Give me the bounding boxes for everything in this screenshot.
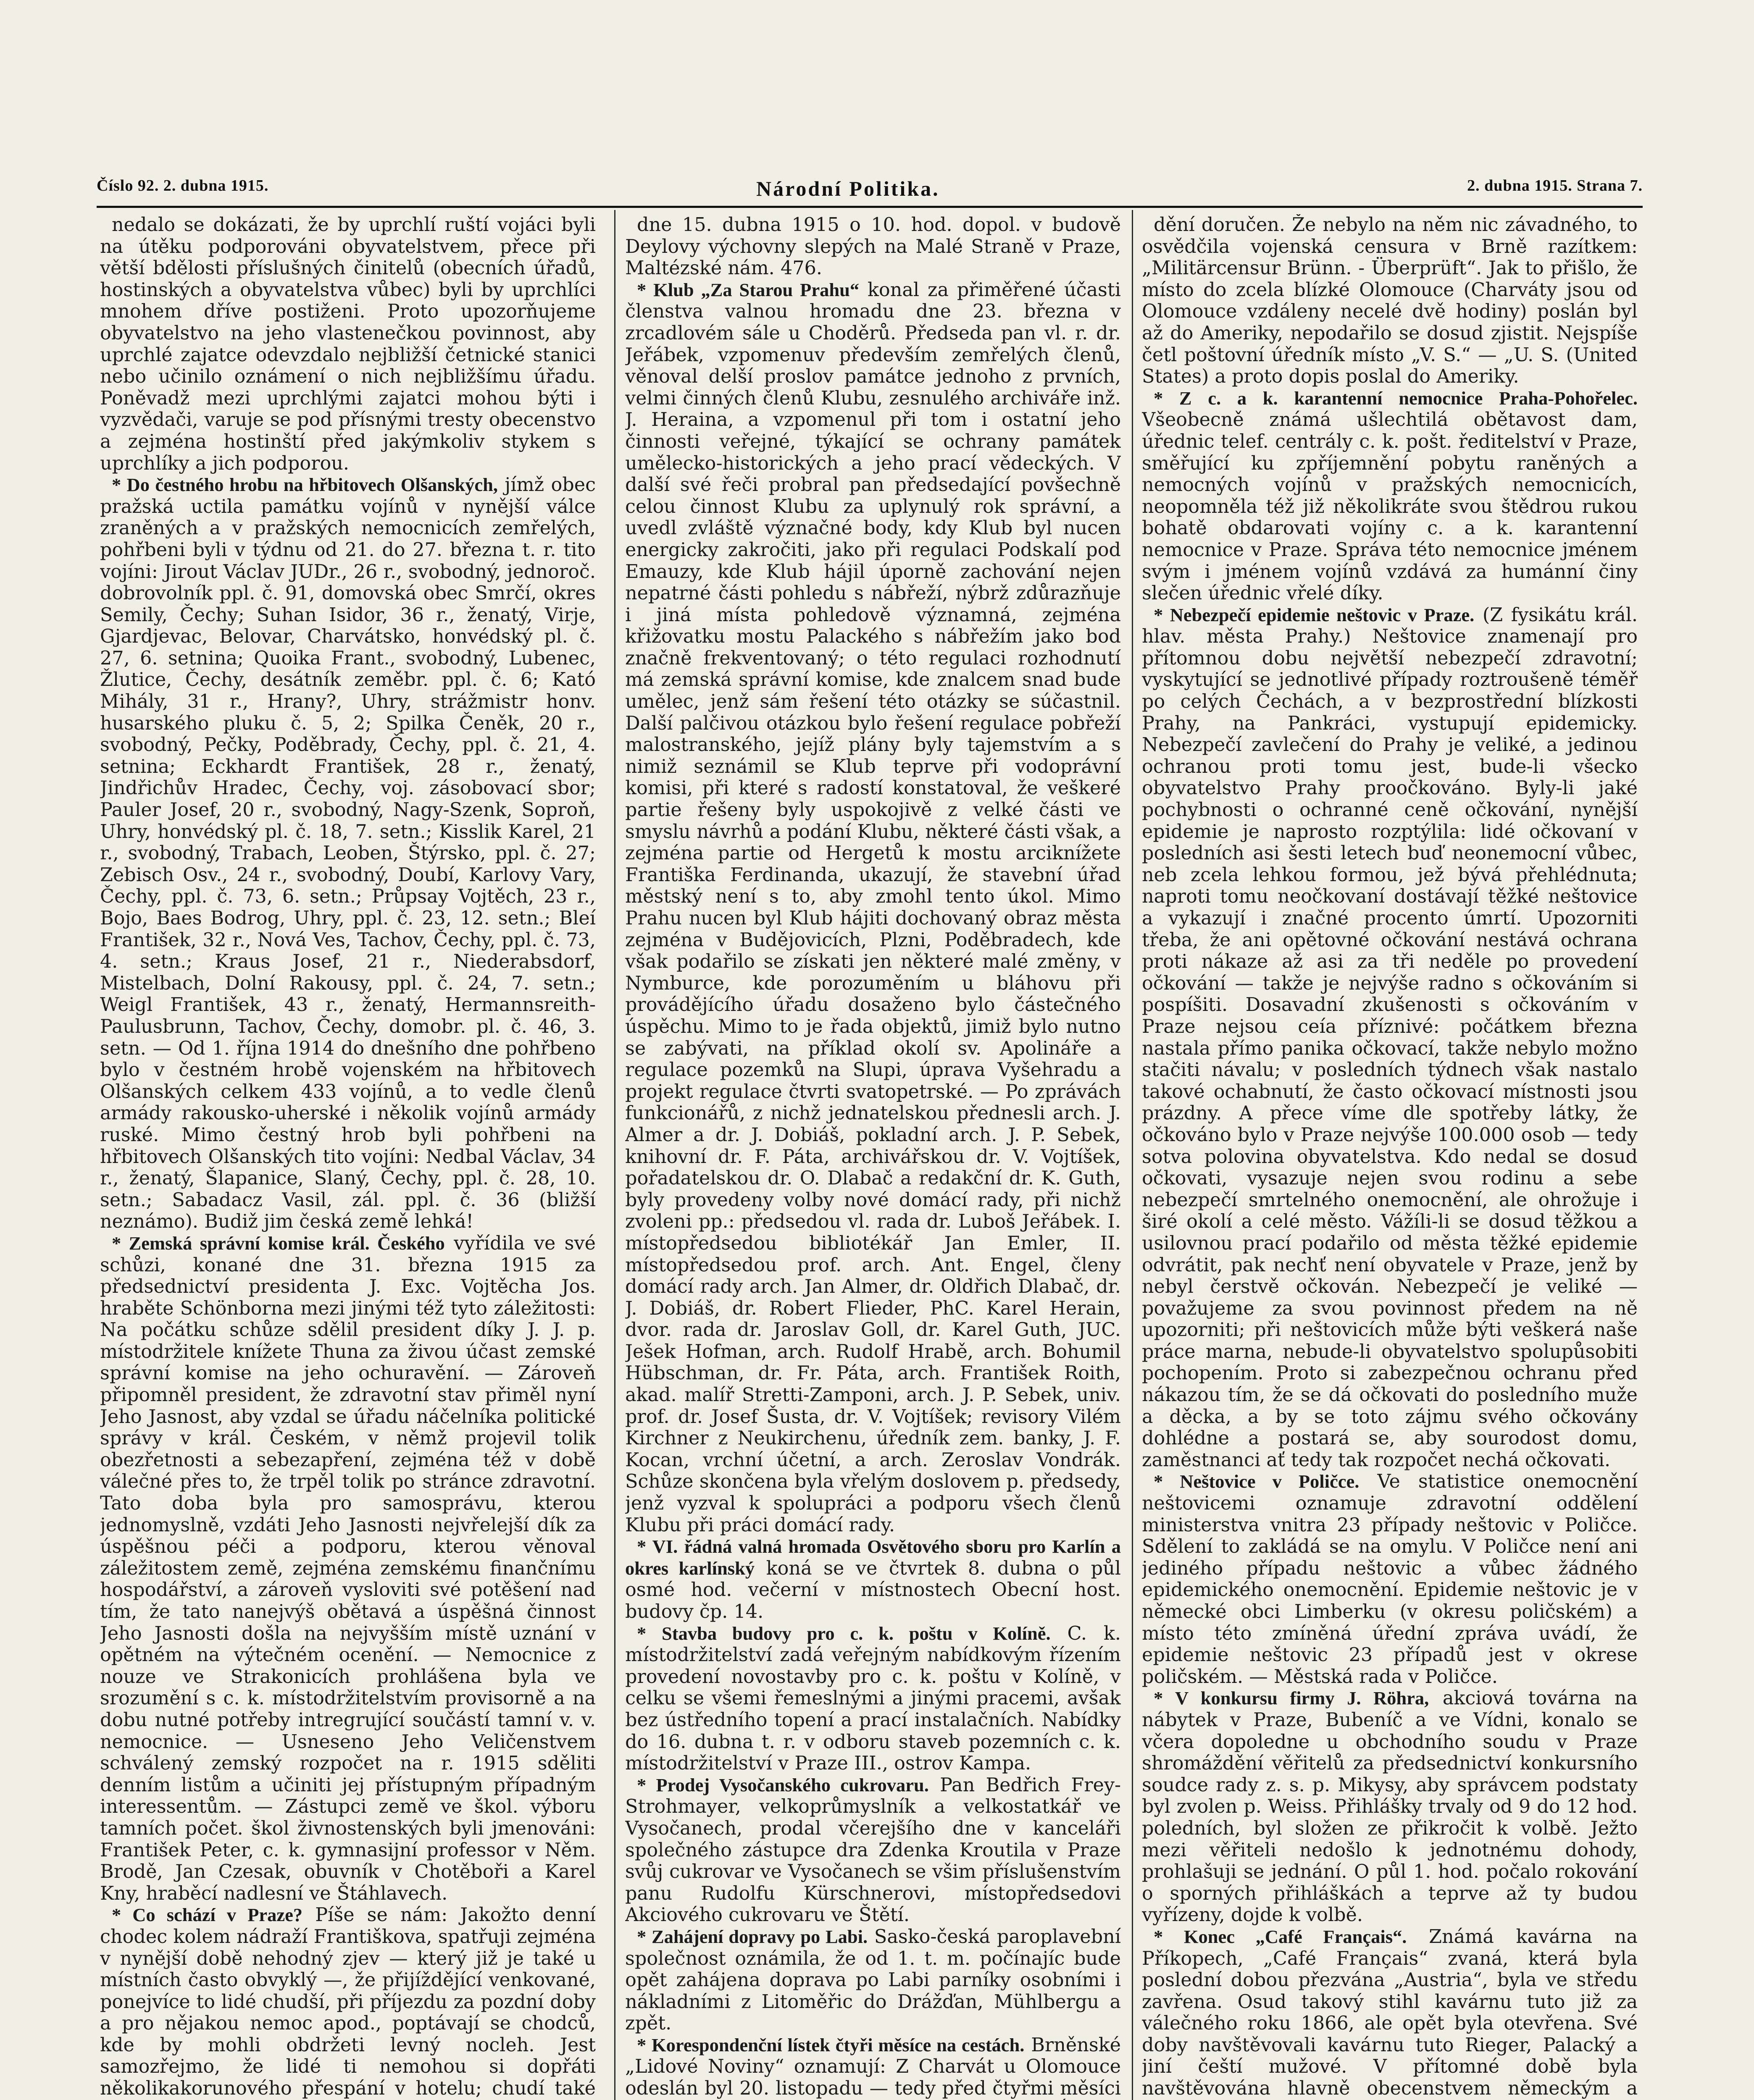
article-paragraph: * Zahájení dopravy po Labi. Sasko-česká paroplavební společnost oznámila, že od 1. t. m. počínajíc bude opět zahájena doprava po Labi parníky osobními i nákladními z Litoměřic do Drážďan, Mühlbergu a zpět.	[625, 1926, 1121, 2034]
article-heading: * Konec „Café Français“.	[1154, 1926, 1407, 1947]
header-rule	[97, 206, 1643, 208]
article-paragraph: * Neštovice v Poličce. Ve statistice onemocnění neštovicemi oznamuje zdravotní oddělení ministerstva vnitra 23 případy neštovic v Poličce. Sdělení to zakládá se na omylu. V Poličce není ani jediného případu neštovic a vůbec žádného epidemického onemocnění. Epidemie neštovic je v německé obci Limberku (v okresu poličském) a místo této zmíněná úřední zpráva uvádí, že epidemie neštovic 23 případů jest v okrese poličském. — Městská rada v Poličce.	[1142, 1471, 1638, 1688]
masthead: Národní Politika.	[756, 177, 940, 200]
article-heading: * Stavba budovy pro c. k. poštu v Kolíně.	[637, 1622, 1051, 1644]
article-paragraph: dne 15. dubna 1915 o 10. hod. dopol. v budově Deylovy výchovny slepých na Malé Straně v Praze, Maltézské nám. 476.	[625, 214, 1121, 279]
issue-date: Číslo 92. 2. dubna 1915.	[97, 177, 269, 194]
page-number: 2. dubna 1915. Strana 7.	[1467, 177, 1643, 194]
article-heading: * Prodej Vysočanského cukrovaru.	[637, 1774, 929, 1796]
article-paragraph: * Co schází v Praze? Píše se nám: Jakožto denní chodec kolem nádraží Františkova, spatřuji zejména v nynější době nehodný zjev — který již je také u místních často obvyklý —, že přijíždějící venkované, ponejvíce to lidé chudší, při příjezdu za pozdní doby a pro nějakou nemoc apod., poptávají se chodců, kde by mohli obdržeti levný nocleh. Jest samozřejmo, že lidé ti nemohou si dopřáti několikakorunového přespání v hotelu; chudí také	[100, 1904, 596, 2100]
article-paragraph: * Konec „Café Français“. Známá kavárna na Příkopech, „Café Français“ zvaná, která byla poslední dobou přezvána „Austria“, byla ve středu zavřena. Osud takový stihl kavárnu tuto již za válečného roku 1866, ale opět byla otevřena. Své doby navštěvovali kavárnu tuto Rieger, Palacký a jiní čeští mužové. V přítomné době byla navštěvována hlavně obecenstvem německým a	[1142, 1926, 1638, 2100]
article-paragraph: * Prodej Vysočanského cukrovaru. Pan Bedřich Frey-Strohmayer, velkoprůmyslník a velkostatkář ve Vysočanech, prodal včerejšího dne v kanceláři společného zástupce dra Zdenka Kroutila v Praze svůj cukrovar ve Vysočanech se všim příslušenstvím panu Rudolfu Kürschnerovi, místopředsedovi Akciového cukrovaru ve Štětí.	[625, 1774, 1121, 1926]
article-paragraph: * V konkursu firmy J. Röhra, akciová továrna na nábytek v Praze, Bubeníč a ve Vídni, konalo se včera dopoledne u obchodního soudu v Praze shromáždění věřitelů za předsednictví konkursního soudce rady z. s. p. Mikysy, aby správcem podstaty byl zvolen p. Weiss. Přihlášky trvaly od 9 do 12 hod. poledních, byl složen ze přikročit k volbě. Ježto mezi věřiteli nedošlo k jednotnému dohody, prohlašuji se jednání. O půl 1. hod. počalo rokování o sporných přihláškách a teprve až ty budou vyřízeny, dojde k volbě.	[1142, 1688, 1638, 1926]
article-heading: * V konkursu firmy J. Röhra,	[1154, 1688, 1429, 1709]
article-paragraph: * Zemská správní komise král. Českého vyřídila ve své schůzi, konané dne 31. března 1915 za předsednictví presidenta J. Exc. Vojtěcha Jos. hraběte Schönborna mezi jinými též tyto záležitosti: Na počátku schůze sdělil president díky J. J. p. místodržitele knížete Thuna za živou účast zemské správní komise na jeho ochuravění. — Zároveň připomněl president, že zdravotní stav přiměl nyní Jeho Jasnost, aby vzdal se úřadu náčelníka politické správy v král. Českém, v němž projevil tolik obezřetnosti a sebezapření, zejména též v době válečné přes to, že trpěl tolik po stránce zdravotní. Tato doba byla pro samosprávu, kterou jednomyslně, vzdáti Jeho Jasnosti nejvřelejší dík za úspěšnou péči a podporu, kterou věnoval záležitostem země, zejména zemskému finančnímu hospodářství, a zároveň vysloviti své potěšení nad tím, že tato nanejvýš obětavá a úspěšná činnost Jeho Jasnosti došla na nejvyšším místě uznání v opětném na výtečném ocenění. — Nemocnice z nouze ve Strakonicích prohlášena byla ve srozumění s c. k. místodržitelstvím provisorně a na dobu nutné potřeby intregrující součástí tamní v. v. nemocnice. — Usneseno Jeho Veličenstvem schválený zemský rozpočet na r. 1915 sděliti denním listům a učiniti jej přístupným případným interessentům. — Zástupci země ve škol. výboru tamních počet. škol živnostenských byli jmenováni: František Peter, c. k. gymnasijní professor v Něm. Brodě, Jan Czesak, obuvník v Chotěboři a Karel Kny, hraběcí nadlesní ve Štáhlavech.	[100, 1232, 596, 1904]
column-2	[625, 214, 1121, 2100]
article-paragraph: * Nebezpečí epidemie neštovic v Praze. (Z fysikátu král. hlav. města Prahy.) Neštovice znamenají pro přítomnou dobu největší nebezpečí zdravotní; vyskytující se jednotlivé případy roztroušeně téměř po celých Čechách, a v bezprostřední blízkosti Prahy, na Pankráci, vystupují epidemicky. Nebezpečí zavlečení do Prahy je veliké, a jedinou ochranou proti tomu jest, bude-li všecko obyvatelstvo Prahy proočkováno. Byly-li jaké pochybnosti o ochranné ceně očkování, nynější epidemie je naprosto rozptýlila: lidé očkovaní v posledních asi šesti letech buď neonemocní vůbec, neb zcela lehkou formou, jež bývá přehlédnuta; naproti tomu neočkovaní dostávají těžké neštovice a vykazují i značné procento úmrtí. Upozorniti třeba, že ani opětovné očkování nestává ochrana proti nákaze až asi za tři neděle po provedení očkování — takže je nejvýše radno s očkováním si pospíšiti. Dosavadní zkušenosti s očkováním v Praze nejsou ceía příznivé: počátkem března nastala přímo panika očkovací, takže nebylo možno stačiti návalu; v posledních týdnech však nastalo takové ochabnutí, že často očkovací místnosti jsou prázdny. A přece víme dle spotřeby látky, že očkováno bylo v Praze nejvýše 100.000 osob — tedy sotva polovina obyvatelstva. Kdo nedal se dosud očkovati, vysazuje nejen svou rodinu a sebe nebezpečí smrtelného onemocnění, ale ohrožuje i širé okolí a celé město. Vážíli-li se dosud těžkou a usilovnou prací podařilo od města těžké epidemie odvrátit, pak nechť není obyvatele v Praze, jenž by nebyl čerstvě očkován. Nebezpečí je veliké — považujeme za svou povinnost předem na ně upozorniti; při neštovicích může býti veškerá naše práce marna, nebude-li obyvatelstvo spolupůsobiti pochopením. Proto si zabezpečnou ochranu před nákazou tím, že se dá očkovati do posledního muže a děcka, a by se toto zájmu svého očkovány dohlédne a postará se, aby sourodost domu, zaměstnanci ať tedy tak rozpočet nechá očkovati.	[1142, 604, 1638, 1471]
column-divider	[1132, 210, 1133, 2100]
article-paragraph: dění doručen. Že nebylo na něm nic závadného, to osvědčila vojenská censura v Brně razítkem: „Militärcensur Brünn. - Überprüft“. Jak to přišlo, že místo do zcela blízké Olomouce (Charváty jsou od Olomouce vzdáleny necelé dvě hodiny) poslán byl až do Ameriky, nepodařilo se dosud zjistit. Nejspíše četl poštovní úředník místo „V. S.“ — „U. S. (United States) a proto dopis poslal do Ameriky.	[1142, 214, 1638, 388]
article-heading: * VI. řádná valná hromada Osvětového sboru pro Karlín a okres karlínský	[625, 1536, 1121, 1579]
article-heading: * Zahájení dopravy po Labi.	[637, 1926, 868, 1947]
article-paragraph: * Z c. a k. karantenní nemocnice Praha-Pohořelec. Všeobecně známá ušlechtilá obětavost dam, úřednic telef. centrály c. k. pošt. ředitelství v Praze, směřující ku zpříjemnění pobytu raněných a nemocných vojínů v pražských nemocnicích, neopomněla též již několikráte svou štědrou rukou bohatě obdarovati vojíny c. a k. karantenní nemocnice v Praze. Správa této nemocnice jménem svým i jménem vojínů vzdává za humánní činy slečen úřednic vřelé díky.	[1142, 387, 1638, 604]
article-paragraph: * Klub „Za Starou Prahu“ konal za přiměřené účasti členstva valnou hromadu dne 23. března v zrcadlovém sále u Choděrů. Předseda pan vl. r. dr. Jeřábek, vzpomenuv především zemřelých členů, věnoval delší proslov památce jednoho z prvních, velmi činných členů Klubu, zesnulého archiváře inž. J. Herainа, a vzpomenul při tom i ostatní jeho činnosti veřejné, týkající se ochrany památek umělecko-historických a jeho prací vědeckých. V další své řeči probral pan předsedající povšechně celou činnost Klubu za uplynulý rok správní, a uvedl zvláště význačné body, kdy Klub byl nucen energicky zakročiti, jako při regulaci Podskalí pod Emauzy, kde Klub hájil úporně zachování nejen nepatrné části pohledu s nábřeží, nýbrž zdůrazňuje i jiná místa pohledově významná, zejména křižovatku mostu Palackého s nábřežím jako bod značně frekventovaný; o této regulaci rozhodnutí má zemská správní komise, kde znalcem snad bude umělec, jenž sám řešení této otázky se súčastnil. Další palčivou otázkou bylo řešení regulace pobřeží malostranského, jejíž plány byly tajemstvím a s nimiž seznámil se Klub teprve při vodoprávní komisi, při které s radostí konstatoval, že veškeré partie řešeny byly uspokojivě z velké části ve smyslu návrhů a podání Klubu, některé části však, a zejména partie od Hergetů k mostu arciknížete Františka Ferdinanda, ukazují, že stavební úřad městský není s to, aby zmohl tento úkol. Mimo Prahu nucen byl Klub hájiti dochovaný obraz města zejména v Budějovicích, Plzni, Poděbradech, kde však podařilo se získati jen některé malé změny, v Nymburce, kde porozuměním u bláhovu při provádějícího úřadu dosaženo bylo částečného úspěchu. Mimo to je řada objektů, jimiž bylo nutno se zabývati, na příklad okolí sv. Apolináře a regulace pozemků na Slupi, úprava Vyšehradu a projekt regulace čtvrti svatopetrské. — Po zprávách funkcionářů, z nichž jednatelskou přednesli arch. J. Almer a dr. J. Dobiáš, pokladní arch. J. P. Sebek, knihovní dr. F. Páta, archivářskou dr. V. Vojtíšek, pořadatelskou dr. O. Dlabač a redakční dr. K. Guth, byly provedeny volby nové domácí rady, při nichž zvoleni pp.: předsedou vl. rada dr. Luboš Jeřábek. I. místopředsedou bibliotékář Jan Emler, II. místopředsedou prof. arch. Ant. Engel, členy domácí rady arch. Jan Almer, dr. Oldřich Dlabač, dr. J. Dobiáš, dr. Robert Flieder, PhC. Karel Herain, dvor. rada dr. Jaroslav Goll, dr. Karel Guth, JUC. Ješek Hofman, arch. Rudolf Hrabě, arch. Bohumil Hübschman, dr. Fr. Páta, arch. František Roith, akad. malíř Stretti-Zamponi, arch. J. P. Sebek, univ. prof. dr. Josef Šusta, dr. V. Vojtíšek; revisory Vilém Kirchner z Neukirchenu, úředník zem. banky, J. F. Kocan, vrchní účetní, a arch. Zeroslav Vondrák. Schůze skončena byla vřelým doslovem p. předsedy, jenž vyzval k spolupráci a podporu všech členů Klubu při práci domácí rady.	[625, 279, 1121, 1536]
article-paragraph: * Korespondenční lístek čtyři měsíce na cestách. Brněnské „Lidové Noviny“ oznamují: Z Charvát u Olomouce odeslán byl 20. listopadu — tedy před čtyřmi měsíci	[625, 2034, 1121, 2100]
article-paragraph: * Stavba budovy pro c. k. poštu v Kolíně. C. k. místodržitelství zadá veřejným nabídkovým řízením provedení novostavby pro c. k. poštu v Kolíně, v celku se všemi řemeslnými a jinými pracemi, avšak bez ústředního topení a prací instalačních. Nabídky do 16. dubna t. r. v odboru staveb pozemních c. k. místodržitelství v Praze III., ostrov Kampa.	[625, 1622, 1121, 1774]
column-3	[1142, 214, 1638, 2100]
article-paragraph: * Do čestného hrobu na hřbitovech Olšanských, jímž obec pražská uctila památku vojínů v nynější válce zraněných a v pražských nemocnicích zemřelých, pohřbeni byli v týdnu od 21. do 27. března t. r. tito vojíni: Jirout Václav JUDr., 26 r., svobodný, jednoroč. dobrovolník ppl. č. 91, domovská obec Smrčí, okres Semily, Čechy; Suhan Isidor, 36 r., ženatý, Virje, Gjardjevac, Belovar, Charvátsko, honvédský pl. č. 27, 6. setnina; Quoika Frant., svobodný, Lubenec, Žlutice, Čechy, desátník zeměbr. ppl. č. 6; Kató Mihály, 31 r., Hrany?, Uhry, strážmistr honv. husarského pluku č. 5, 2; Spilka Čeněk, 20 r., svobodný, Pečky, Poděbrady, Čechy, ppl. č. 21, 4. setnina; Eckhardt František, 28 r., ženatý, Jindřichův Hradec, Čechy, voj. zásobovací sbor; Pauler Josef, 20 r., svobodný, Nagy-Szenk, Soproň, Uhry, honvédský pl. č. 18, 7. setn.; Kisslik Karel, 21 r., svobodný, Trabach, Leoben, Štýrsko, ppl. č. 27; Zebisch Osv., 24 r., svobodný, Doubí, Karlovy Vary, Čechy, ppl. č. 73, 6. setn.; Průpsay Vojtěch, 23 r., Bojo, Baes Bodrog, Uhry, ppl. č. 23, 12. setn.; Bleí František, 32 r., Nová Ves, Tachov, Čechy, ppl. č. 73, 4. setn.; Kraus Josef, 21 r., Niederabsdorf, Mistelbach, Dolní Rakousy, ppl. č. 24, 7. setn.; Weigl František, 43 r., ženatý, Hermannsreith-Paulusbrunn, Tachov, Čechy, domobr. pl. č. 46, 3. setn. — Od 1. října 1914 do dnešního dne pohřbeno bylo v čestném hrobě vojenském na hřbitovech Olšanských celkem 433 vojínů, a to vedle členů armády rakousko-uherské i několik vojínů armády ruské. Mimo čestný hrob byli pohřbeni na hřbitovech Olšanských tito vojíni: Nedbal Václav, 34 r., ženatý, Šlapanice, Slaný, Čechy, ppl. č. 28, 10. setn.; Sabadacz Vasil, zál. ppl. č. 36 (bližší neznámo). Budiž jim česká země lehká!	[100, 474, 596, 1233]
article-heading: * Korespondenční lístek čtyři měsíce na cestách.	[637, 2034, 1025, 2055]
column-divider	[614, 210, 615, 2100]
article-heading: * Z c. a k. karantenní nemocnice Praha-Pohořelec.	[1154, 387, 1638, 409]
article-heading: * Nebezpečí epidemie neštovic v Praze.	[1154, 604, 1475, 625]
article-heading: * Do čestného hrobu na hřbitovech Olšanských,	[112, 474, 498, 496]
article-heading: * Neštovice v Poličce.	[1154, 1471, 1360, 1492]
article-heading: * Zemská správní komise král. Českého	[112, 1232, 445, 1254]
article-paragraph: nedalo se dokázati, že by uprchlí ruští vojáci byli na útěku podporováni obyvatelstvem, přece při větší bdělosti příslušných činitelů (obecních úřadů, hostinských a obyvatelstva vůbec) byli by uprchlíci mnohem dříve postiženi. Proto upozorňujeme obyvatelstvo na jeho vlastenečkou povinnost, aby uprchlé zajatce odevzdalo nejbližší četnické stanici nebo učinilo oznámení o nich nejbližšímu úřadu. Poněvadž mezi uprchlými zajatci mohou býti i vyzvědači, varuje se pod přísnými tresty obecenstvo a zejména hostinští před jakýmkoliv stykem s uprchlíky a jich podporou.	[100, 214, 596, 474]
article-paragraph: * VI. řádná valná hromada Osvětového sboru pro Karlín a okres karlínský koná se ve čtvrtek 8. dubna o půl osmé hod. večerní v místnostech Obecní host. budovy čp. 14.	[625, 1536, 1121, 1622]
article-heading: * Co schází v Praze?	[112, 1904, 303, 1926]
article-heading: * Klub „Za Starou Prahu“	[637, 279, 860, 300]
column-1	[100, 214, 596, 2100]
